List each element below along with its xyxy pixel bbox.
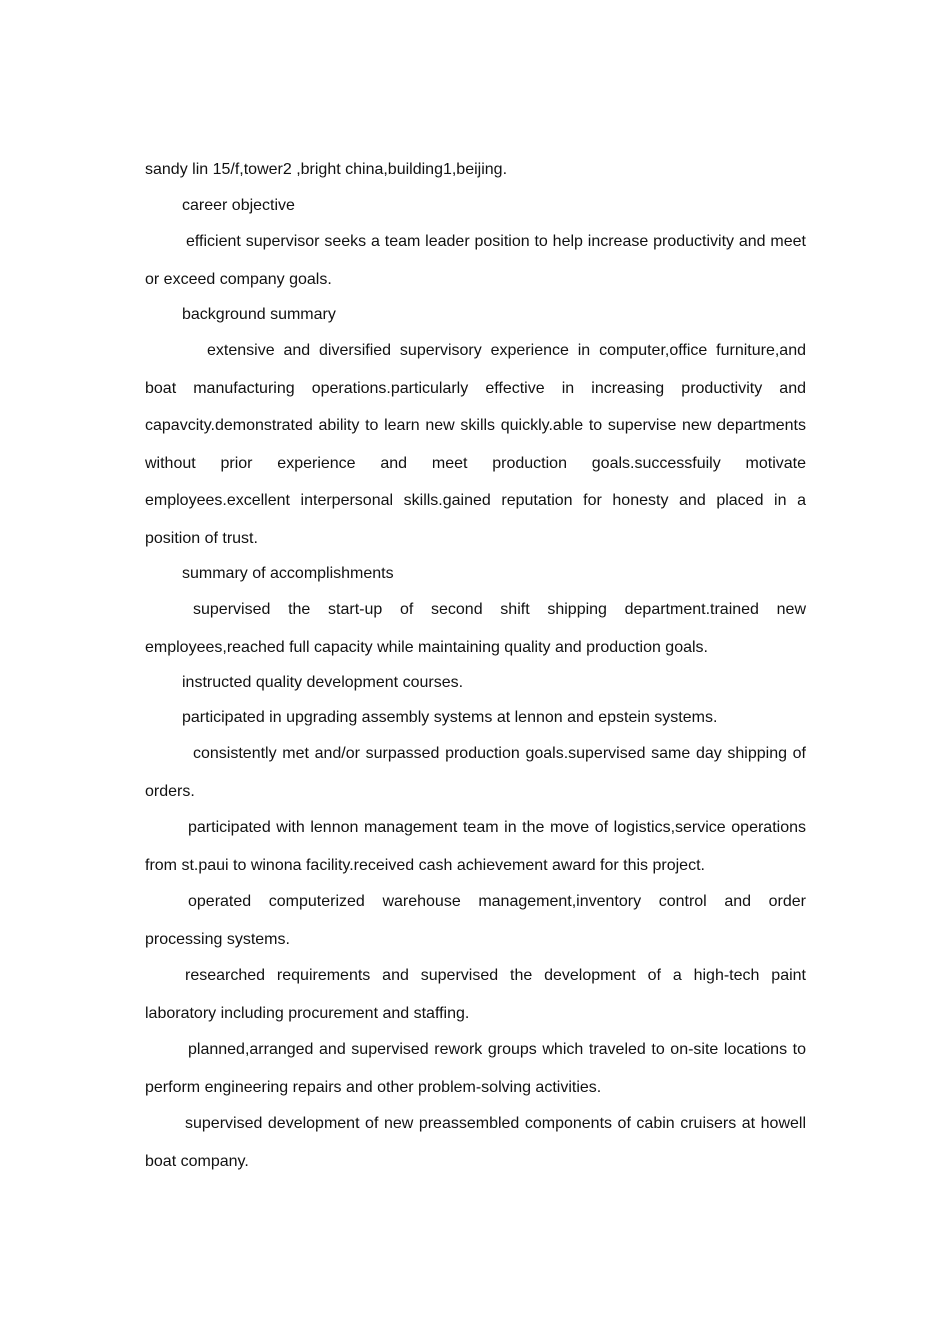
accomplishment-item: planned,arranged and supervised rework groups which traveled to on-site locations to perform engineering repairs and other problem-solving activities. (145, 1041, 806, 1096)
accomplishment-item: supervised the start-up of second shift shipping department.trained new employees,reached full capacity while maintaining quality and production goals. (145, 601, 806, 656)
career-objective-heading: career objective (182, 197, 295, 214)
contact-line: sandy lin 15/f,tower2 ,bright china,building1,beijing. (145, 161, 508, 178)
accomplishment-item: supervised development of new preassembled components of cabin cruisers at howell boat company. (145, 1115, 806, 1170)
accomplishment-item: researched requirements and supervised the development of a high-tech paint laboratory including procurement and staffing. (145, 967, 806, 1022)
background-summary-heading: background summary (182, 306, 336, 323)
accomplishment-item: participated in upgrading assembly systems at lennon and epstein systems. (182, 709, 718, 726)
background-summary-text: extensive and diversified supervisory experience in computer,office furniture,and boat manufacturing operations.particularly effective in increasing productivity and capavcity.demonstrated ability to learn new skills quickly.able to supervise new departments without prior experience and meet production goals.successfuily motivate employees.excellent interpersonal skills.gained reputation for honesty and placed in a position of trust. (145, 342, 806, 547)
resume-content (145, 156, 806, 1180)
accomplishment-item: consistently met and/or surpassed production goals.supervised same day shipping of orders. (145, 745, 806, 800)
accomplishments-heading: summary of accomplishments (182, 565, 394, 582)
career-objective-text: efficient supervisor seeks a team leader position to help increase productivity and meet or exceed company goals. (145, 233, 806, 288)
accomplishment-item: instructed quality development courses. (182, 674, 464, 691)
accomplishment-item: operated computerized warehouse management,inventory control and order processing systems. (145, 893, 806, 948)
accomplishment-item: participated with lennon management team in the move of logistics,service operations from st.paui to winona facility.received cash achievement award for this project. (145, 819, 806, 874)
